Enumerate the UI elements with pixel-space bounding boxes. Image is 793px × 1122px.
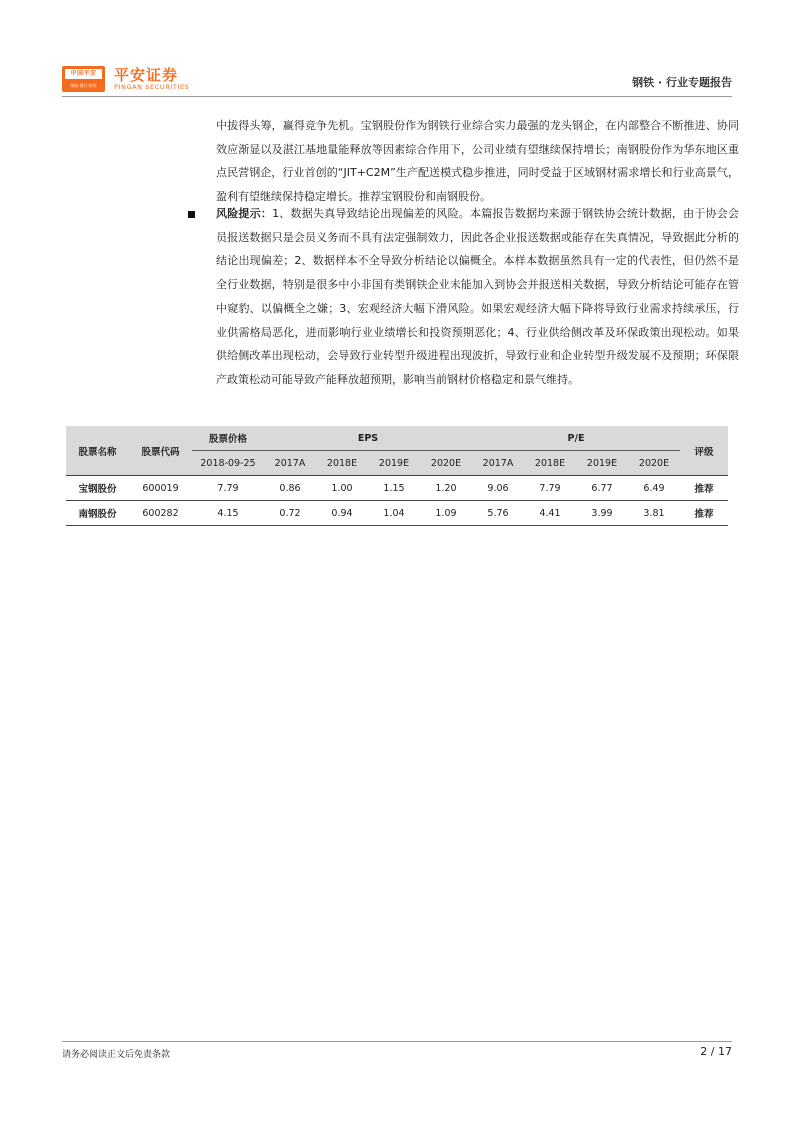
cell-eps: 1.00	[316, 476, 368, 501]
logo-badge-top: 中国平安	[65, 69, 102, 79]
header-eps-year: 2020E	[430, 457, 462, 469]
cell-eps: 1.15	[368, 476, 420, 501]
pingan-logo	[62, 66, 202, 94]
cell-pe: 3.81	[628, 501, 680, 526]
cell-stock-name: 宝钢股份	[66, 476, 129, 501]
cell-stock-code: 600019	[129, 476, 192, 501]
disclaimer-note: 请务必阅读正文后免责条款	[62, 1050, 171, 1060]
cell-pe: 6.77	[576, 476, 628, 501]
page-header	[62, 60, 732, 97]
cell-rating: 推荐	[680, 501, 728, 526]
logo-english-name: PINGAN SECURITIES	[114, 83, 190, 91]
stock-valuation-table	[66, 426, 728, 526]
report-category-title: 钢铁 · 行业专题报告	[632, 76, 732, 89]
table-header-row	[66, 426, 728, 451]
header-eps-year: 2017A	[274, 457, 306, 469]
header-eps-year: 2019E	[378, 457, 410, 469]
logo-chinese-name: 平安证券	[114, 66, 179, 84]
cell-pe: 4.41	[524, 501, 576, 526]
cell-eps: 0.94	[316, 501, 368, 526]
risk-label: 风险提示：	[216, 207, 273, 220]
page-footer	[62, 1041, 732, 1060]
cell-pe: 5.76	[472, 501, 524, 526]
cell-pe: 7.79	[524, 476, 576, 501]
logo-badge-bottom: 保险·银行·投资	[70, 83, 97, 88]
cell-eps: 1.09	[420, 501, 472, 526]
risk-paragraph	[216, 202, 739, 392]
table-row	[66, 501, 728, 526]
cell-eps: 0.72	[264, 501, 316, 526]
cell-rating: 推荐	[680, 476, 728, 501]
cell-pe: 9.06	[472, 476, 524, 501]
header-eps: EPS	[264, 426, 472, 451]
cell-eps: 1.20	[420, 476, 472, 501]
header-pe: P/E	[472, 426, 680, 451]
cell-stock-price: 4.15	[192, 501, 264, 526]
cell-pe: 3.99	[576, 501, 628, 526]
conclusion-paragraph: 中拔得头筹，赢得竞争先机。宝钢股份作为钢铁行业综合实力最强的龙头钢企，在内部整合不断推进、协同效应渐显以及湛江基地量能释放等因素综合作用下，公司业绩有望继续保持增长；南钢股份作为华东地区重点民营钢企，行业首创的“JIT+C2M”生产配送模式稳步推进，同时受益于区域钢材需求增长和行业高景气，盈利有望继续保持稳定增长。推荐宝钢股份和南钢股份。	[216, 119, 739, 204]
header-rating: 评级	[694, 446, 714, 458]
cell-stock-code: 600282	[129, 501, 192, 526]
header-pe-year: 2017A	[482, 457, 514, 469]
header-pe-year: 2020E	[638, 457, 670, 469]
page-number: 2 / 17	[700, 1045, 732, 1058]
bullet-square-icon	[188, 211, 195, 218]
header-stock-name: 股票名称	[78, 446, 117, 458]
table-row	[66, 476, 728, 501]
header-pe-year: 2018E	[534, 457, 566, 469]
header-stock-code: 股票代码	[141, 446, 180, 458]
header-price-date: 2018-09-25	[200, 457, 256, 469]
header-stock-price: 股票价格	[192, 426, 264, 451]
header-eps-year: 2018E	[326, 457, 358, 469]
cell-pe: 6.49	[628, 476, 680, 501]
cell-stock-price: 7.79	[192, 476, 264, 501]
risk-text: 1、数据失真导致结论出现偏差的风险。本篇报告数据均来源于钢铁协会统计数据，由于协会会员报送数据只是会员义务而不具有法定强制效力，因此各企业报送数据或能存在失真情况，导致据此分析的结论出现偏差；2、数据样本不全导致分析结论以偏概全。本样本数据虽然具有一定的代表性，但仍然不是全行业数据，特别是很多中小非国有类钢铁企业未能加入到协会并报送相关数据，导致分析结论可能存在管中窥豹、以偏概全之嫌；3、宏观经济大幅下滑风险。如果宏观经济大幅下降将导致行业需求持续承压，行业供需格局恶化，进而影响行业业绩增长和投资预期恶化；4、行业供给侧改革及环保政策出现松动。如果供给侧改革出现松动，会导致行业转型升级进程出现波折，导致行业和企业转型升级发展不及预期；环保限产政策松动可能导致产能释放超预期，影响当前钢材价格稳定和景气维持。	[216, 207, 740, 386]
cell-eps: 0.86	[264, 476, 316, 501]
cell-eps: 1.04	[368, 501, 420, 526]
cell-stock-name: 南钢股份	[66, 501, 129, 526]
header-pe-year: 2019E	[586, 457, 618, 469]
logo-badge	[62, 66, 105, 92]
